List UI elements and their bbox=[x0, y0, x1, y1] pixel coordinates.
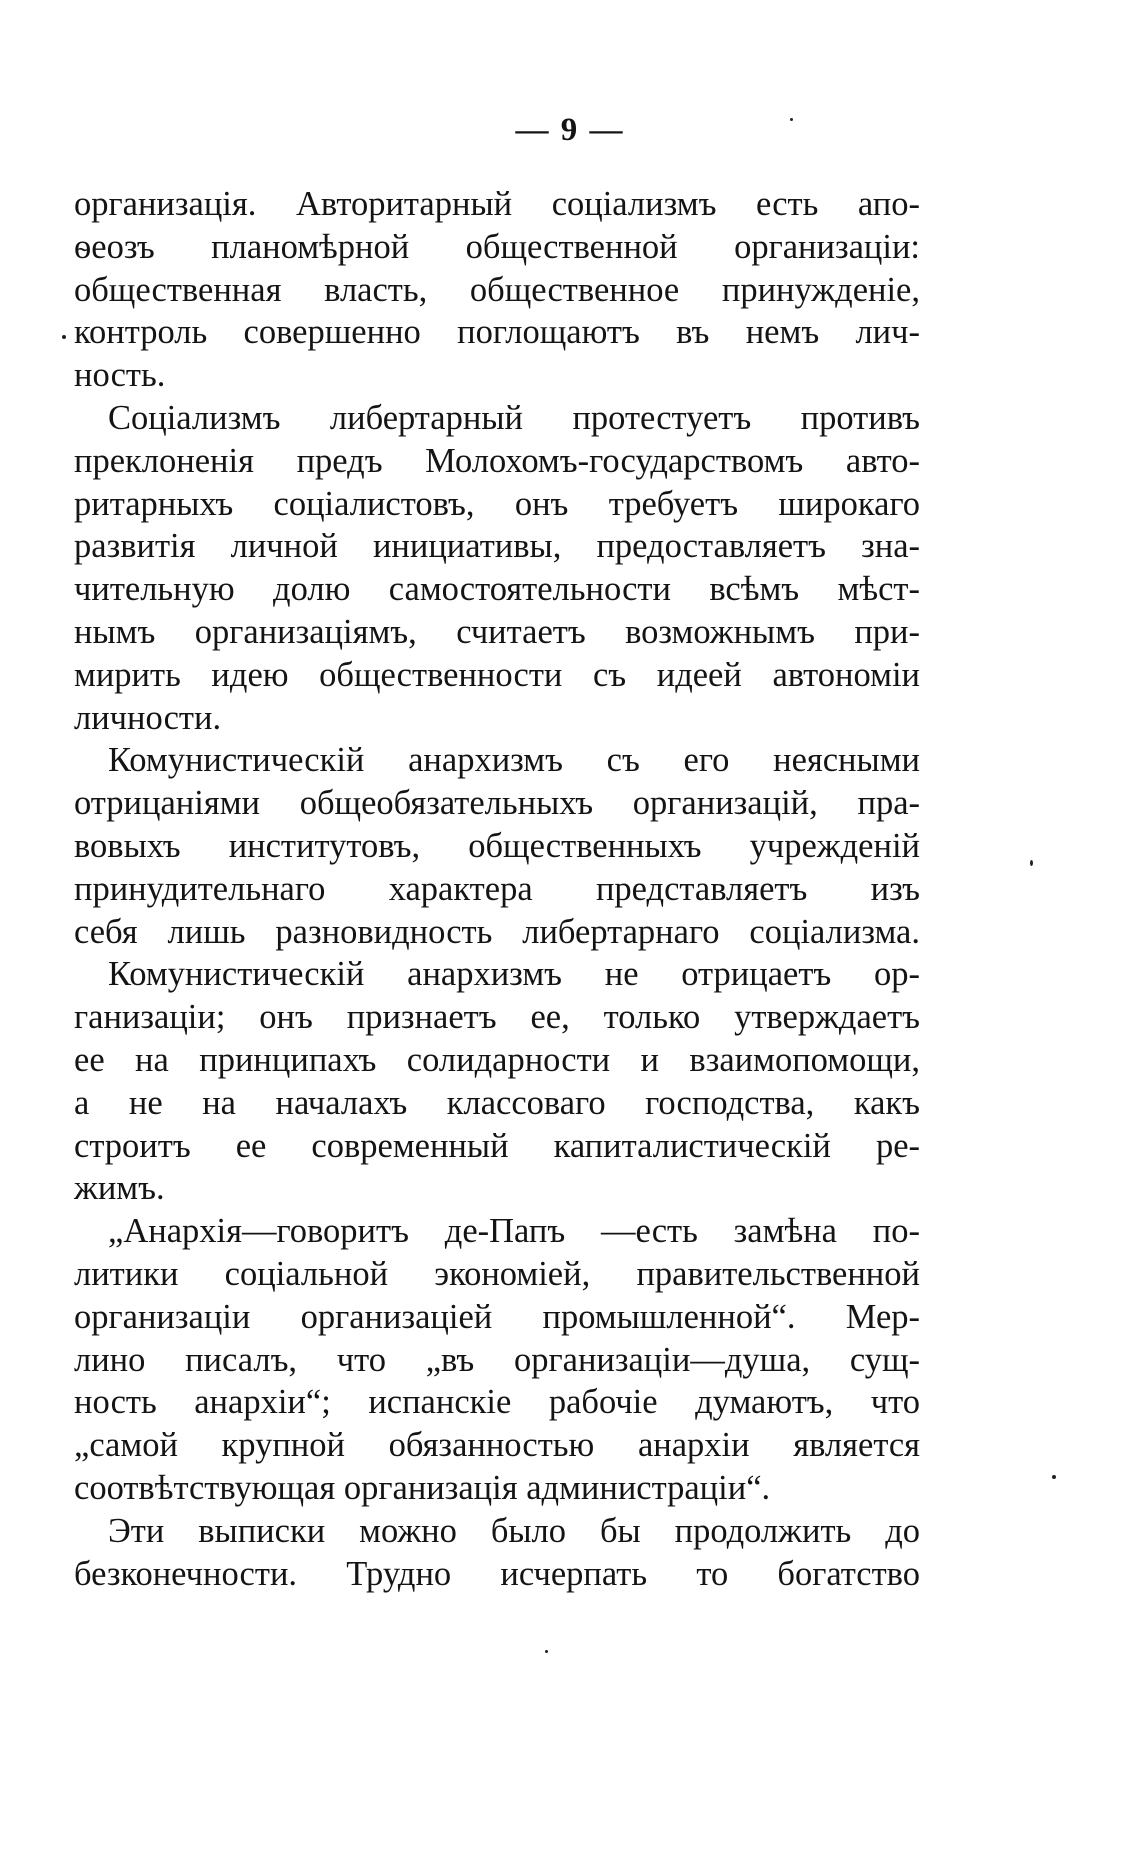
text-line: „Анархiя—говоритъ де-Папъ —есть замѣна по- bbox=[108, 1212, 920, 1251]
scan-speck bbox=[790, 118, 793, 121]
text-line: контроль совершенно поглощаютъ въ немъ лич- bbox=[74, 313, 920, 352]
text-line: чительную долю самостоятельности всѣмъ мѣст- bbox=[74, 570, 920, 609]
text-line: нымъ организацiямъ, считаетъ возможнымъ при- bbox=[74, 612, 920, 651]
text-line: ность анархiи“; испанскiе рабочiе думаютъ, что bbox=[74, 1383, 920, 1422]
text-line: организацiя. Авторитарный соцiализмъ есть апо- bbox=[74, 185, 920, 223]
text-line: литики соцiальной экономiей, правительственной bbox=[74, 1254, 920, 1293]
paragraph bbox=[74, 739, 920, 953]
text-line: лино писалъ, что „въ организацiи—душа, сущ- bbox=[74, 1340, 920, 1379]
paragraph bbox=[74, 183, 920, 397]
text-line: Соцiализмъ либертарный протестуетъ противъ bbox=[108, 398, 920, 437]
paragraph bbox=[74, 397, 920, 739]
text-line: безконечности. Трудно исчерпать то богатство bbox=[74, 1554, 920, 1593]
text-line: отрицанiями общеобязательныхъ организацiй, пра- bbox=[74, 784, 920, 823]
scan-speck bbox=[1030, 860, 1033, 866]
text-line: вовыхъ институтовъ, общественныхъ учрежденiй bbox=[74, 826, 920, 865]
text-line: „самой крупной обязанностью анархiи является bbox=[74, 1426, 920, 1465]
text-line: себя лишь разновидность либертарнаго соцiализма. bbox=[74, 912, 920, 951]
paragraph bbox=[74, 1510, 920, 1596]
body-text bbox=[74, 183, 920, 1595]
text-line: соотвѣтствующая организацiя администрацiи“. bbox=[74, 1468, 771, 1507]
text-line: Комунистическiй анархизмъ съ его неясными bbox=[108, 741, 920, 780]
text-line: развитiя личной инициативы, предоставляетъ зна- bbox=[74, 527, 920, 566]
text-line: общественная власть, общественное принужденiе, bbox=[74, 270, 920, 309]
text-line: Эти выписки можно было бы продолжить до bbox=[108, 1511, 920, 1550]
scan-speck bbox=[1052, 1475, 1056, 1479]
text-line: ность. bbox=[74, 356, 166, 395]
text-line: а не на началахъ классоваго господства, какъ bbox=[74, 1083, 920, 1122]
text-line: ѳеозъ планомѣрной общественной организацiи: bbox=[74, 227, 920, 266]
text-line: жимъ. bbox=[74, 1169, 165, 1208]
text-line: ритарныхъ соцiалистовъ, онъ требуетъ широкаго bbox=[74, 484, 920, 523]
text-line: мирить идею общественности съ идеей автономiи bbox=[74, 655, 920, 694]
paragraph bbox=[74, 953, 920, 1210]
scan-speck bbox=[545, 1650, 548, 1653]
text-line: ее на принципахъ солидарности и взаимопомощи, bbox=[74, 1040, 920, 1079]
text-line: преклоненiя предъ Молохомъ-государствомъ авто- bbox=[74, 441, 920, 480]
text-line: Комунистическiй анархизмъ не отрицаетъ ор- bbox=[108, 955, 920, 994]
paragraph bbox=[74, 1210, 920, 1510]
text-line: ганизацiи; онъ признаетъ ее, только утверждаетъ bbox=[74, 998, 920, 1037]
text-line: строитъ ее современный капиталистическiй ре- bbox=[74, 1126, 920, 1165]
text-line: организацiи организацiей промышленной“. Мер- bbox=[74, 1297, 920, 1336]
text-line: принудительнаго характера представляетъ изъ bbox=[74, 869, 920, 908]
text-line: личности. bbox=[74, 698, 222, 737]
scan-speck bbox=[62, 335, 66, 339]
page-number: — 9 — bbox=[515, 112, 625, 148]
